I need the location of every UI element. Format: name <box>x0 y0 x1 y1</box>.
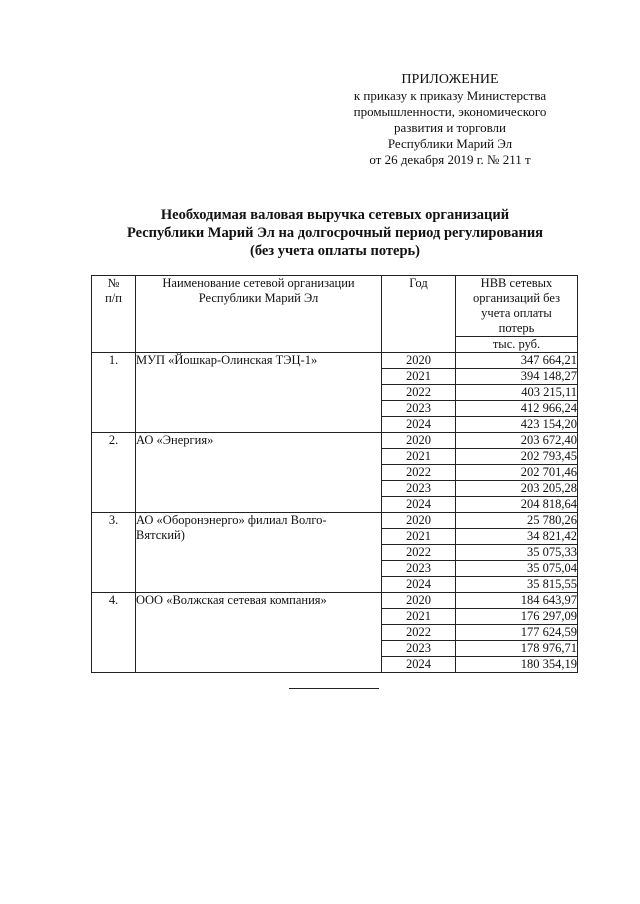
appendix-line: к приказу к приказу Министерства <box>353 88 547 103</box>
header-name: Наименование сетевой организации Республики Марий Эл <box>136 276 382 353</box>
year-cell: 2023 <box>382 561 456 577</box>
value-cell: 423 154,20 <box>456 417 578 433</box>
value-cell: 202 793,45 <box>456 449 578 465</box>
org-num: 1. <box>92 353 136 433</box>
year-cell: 2023 <box>382 401 456 417</box>
year-cell: 2022 <box>382 385 456 401</box>
title-line: Республики Марий Эл на долгосрочный период регулирования <box>126 225 544 241</box>
year-cell: 2022 <box>382 545 456 561</box>
org-name: ООО «Волжская сетевая компания» <box>136 593 382 673</box>
header-year: Год <box>382 276 456 353</box>
appendix-line: промышленности, экономического <box>353 104 547 119</box>
org-name: АО «Оборонэнерго» филиал Волго- Вятский) <box>136 513 382 593</box>
appendix-block <box>330 72 570 168</box>
year-cell: 2023 <box>382 481 456 497</box>
year-cell: 2020 <box>382 433 456 449</box>
year-cell: 2024 <box>382 657 456 673</box>
title-line: (без учета оплаты потерь) <box>249 243 421 259</box>
value-cell: 34 821,42 <box>456 529 578 545</box>
value-cell: 176 297,09 <box>456 609 578 625</box>
value-cell: 202 701,46 <box>456 465 578 481</box>
value-cell: 203 672,40 <box>456 433 578 449</box>
nvv-table <box>91 275 578 673</box>
year-cell: 2021 <box>382 449 456 465</box>
year-cell: 2020 <box>382 353 456 369</box>
year-cell: 2020 <box>382 593 456 609</box>
signature-divider <box>289 688 379 689</box>
year-cell: 2022 <box>382 625 456 641</box>
year-cell: 2024 <box>382 417 456 433</box>
year-cell: 2021 <box>382 529 456 545</box>
org-num: 2. <box>92 433 136 513</box>
value-cell: 25 780,26 <box>456 513 578 529</box>
appendix-line: развития и торговли <box>393 120 506 135</box>
year-cell: 2021 <box>382 609 456 625</box>
value-cell: 347 664,21 <box>456 353 578 369</box>
value-cell: 35 815,55 <box>456 577 578 593</box>
header-num: № п/п <box>92 276 136 353</box>
year-cell: 2024 <box>382 577 456 593</box>
value-cell: 177 624,59 <box>456 625 578 641</box>
value-cell: 178 976,71 <box>456 641 578 657</box>
document-title <box>60 206 610 260</box>
year-cell: 2023 <box>382 641 456 657</box>
value-cell: 394 148,27 <box>456 369 578 385</box>
org-num: 3. <box>92 513 136 593</box>
org-num: 4. <box>92 593 136 673</box>
value-cell: 203 205,28 <box>456 481 578 497</box>
year-cell: 2021 <box>382 369 456 385</box>
appendix-line: от 26 декабря 2019 г. № 211 т <box>369 152 531 167</box>
value-cell: 403 215,11 <box>456 385 578 401</box>
header-nvv: НВВ сетевых организаций без учета оплаты потерь <box>456 276 578 337</box>
year-cell: 2024 <box>382 497 456 513</box>
org-name: АО «Энергия» <box>136 433 382 513</box>
value-cell: 180 354,19 <box>456 657 578 673</box>
title-line: Необходимая валовая выручка сетевых организаций <box>160 207 510 223</box>
header-unit: тыс. руб. <box>456 337 578 353</box>
value-cell: 184 643,97 <box>456 593 578 609</box>
value-cell: 35 075,04 <box>456 561 578 577</box>
year-cell: 2022 <box>382 465 456 481</box>
value-cell: 35 075,33 <box>456 545 578 561</box>
year-cell: 2020 <box>382 513 456 529</box>
appendix-heading: ПРИЛОЖЕНИЕ <box>401 72 499 87</box>
appendix-line: Республики Марий Эл <box>387 136 513 151</box>
value-cell: 204 818,64 <box>456 497 578 513</box>
value-cell: 412 966,24 <box>456 401 578 417</box>
org-name: МУП «Йошкар-Олинская ТЭЦ-1» <box>136 353 382 433</box>
